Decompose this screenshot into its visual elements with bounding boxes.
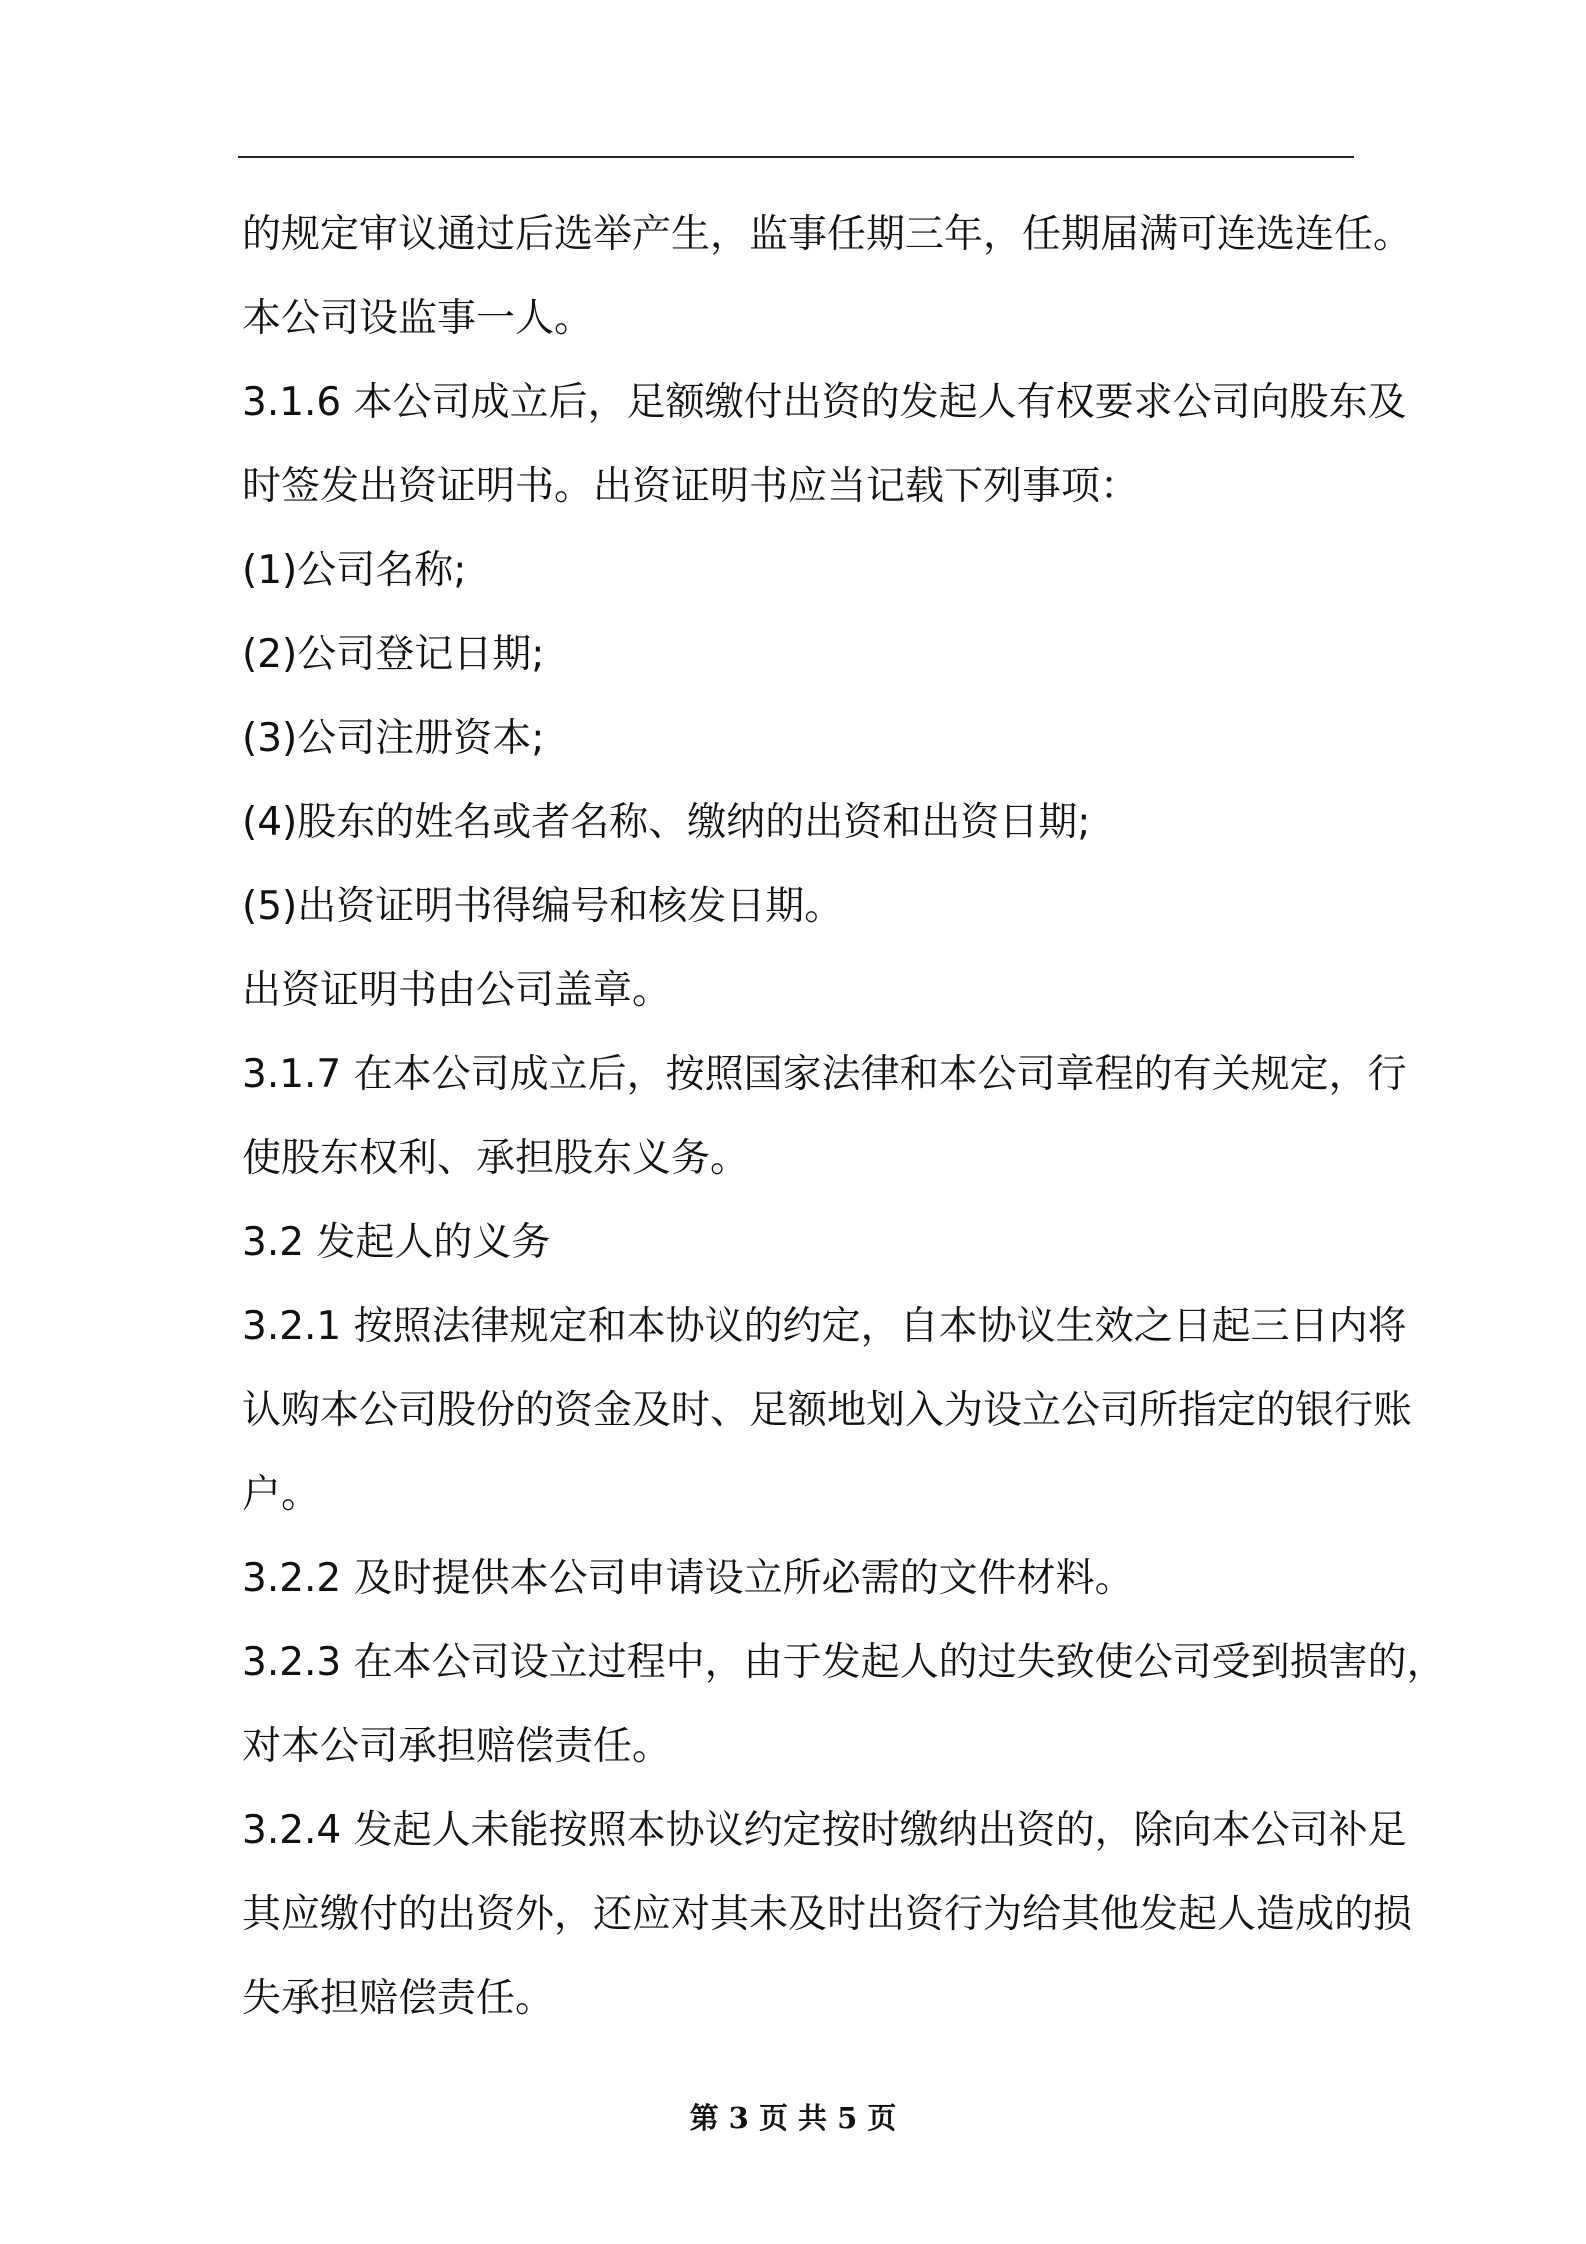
list-item: (3)公司注册资本; [242, 716, 545, 761]
page-number: 第 3 页 共 5 页 [689, 2101, 897, 2135]
text-line: 的规定审议通过后选举产生，监事任期三年，任期届满可连选连任。 [242, 212, 1413, 257]
text-line: 其应缴付的出资外，还应对其未及时出资行为给其他发起人造成的损 [242, 1892, 1413, 1937]
list-item: (1)公司名称; [242, 548, 467, 593]
text-line: 出资证明书由公司盖章。 [242, 968, 672, 1013]
text-line: 3.2.4 发起人未能按照本协议约定按时缴纳出资的，除向本公司补足 [242, 1808, 1407, 1853]
text-line: 认购本公司股份的资金及时、足额地划入为设立公司所指定的银行账 [242, 1388, 1413, 1433]
text-line: 3.1.7 在本公司成立后，按照国家法律和本公司章程的有关规定，行 [242, 1052, 1407, 1097]
section-heading: 3.2 发起人的义务 [242, 1220, 551, 1265]
list-item: (5)出资证明书得编号和核发日期。 [242, 884, 844, 929]
text-line: 时签发出资证明书。出资证明书应当记载下列事项： [242, 464, 1140, 509]
header-rule [238, 156, 1354, 158]
text-line: 使股东权利、承担股东义务。 [242, 1136, 750, 1181]
text-line: 本公司设监事一人。 [242, 296, 594, 341]
document-body [242, 193, 1446, 2041]
text-line: 3.1.6 本公司成立后，足额缴付出资的发起人有权要求公司向股东及 [242, 380, 1407, 425]
text-line: 失承担赔偿责任。 [242, 1976, 555, 2021]
text-line: 3.2.3 在本公司设立过程中，由于发起人的过失致使公司受到损害的， [242, 1640, 1446, 1685]
text-line: 户。 [242, 1472, 321, 1517]
text-line: 3.2.2 及时提供本公司申请设立所必需的文件材料。 [242, 1556, 1134, 1601]
text-line: 3.2.1 按照法律规定和本协议的约定，自本协议生效之日起三日内将 [242, 1304, 1407, 1349]
list-item: (2)公司登记日期; [242, 632, 545, 677]
text-line: 对本公司承担赔偿责任。 [242, 1724, 672, 1769]
page-footer [0, 2096, 1586, 2137]
list-item: (4)股东的姓名或者名称、缴纳的出资和出资日期; [242, 800, 1091, 845]
